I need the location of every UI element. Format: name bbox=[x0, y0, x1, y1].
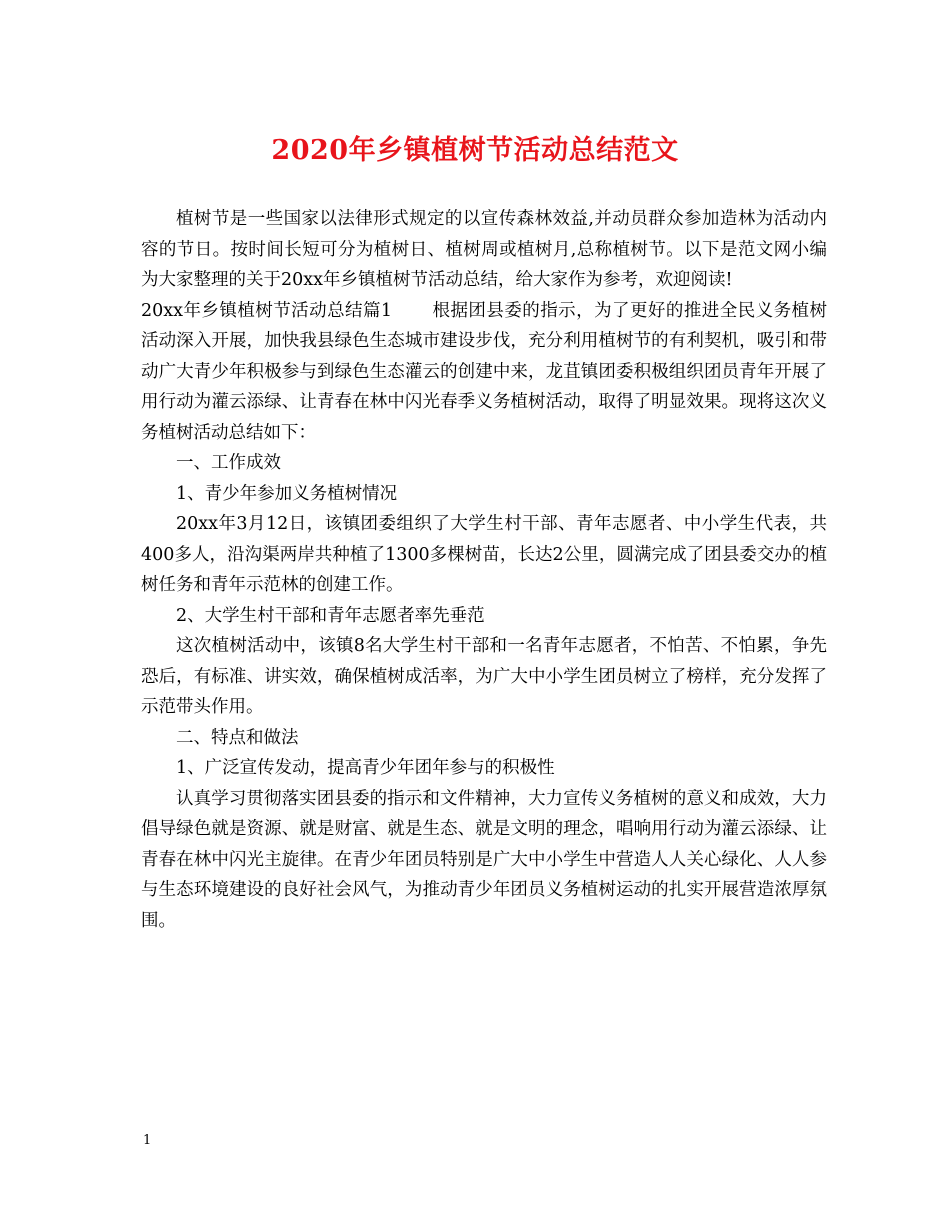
section-1-text: 根据团县委的指示，为了更好的推进全民义务植树活动深入开展，加快我县绿色生态城市建设步伐，充分利用植树节的有利契机，吸引和带动广大青少年积极参与到绿色生态灌云的创建中来，龙苴镇团委积极组织团员青年开展了用行动为灌云添绿、让青春在林中闪光春季义务植树活动，取得了明显效果。现将这次义务植树活动总结如下： bbox=[141, 300, 827, 443]
subheading-publicity: 1、广泛宣传发动，提高青少年团年参与的积极性 bbox=[176, 758, 555, 778]
heading-work-results: 一、工作成效 bbox=[176, 453, 281, 473]
subheading-youth-planting: 1、青少年参加义务植树情况 bbox=[176, 483, 398, 504]
heading-features-methods: 二、特点和做法 bbox=[176, 727, 299, 748]
document-title: 2020年乡镇植树节活动总结范文 bbox=[271, 135, 679, 166]
page-number: 1 bbox=[143, 1133, 152, 1148]
section-1-paragraph bbox=[141, 296, 827, 449]
paragraph-village-cadres: 这次植树活动中，该镇8名大学生村干部和一名青年志愿者，不怕苦、不怕累，争先恐后，有标准、讲实效，确保植树成活率，为广大中小学生团员树立了榜样，充分发挥了示范带头作用。 bbox=[141, 636, 827, 717]
paragraph-youth-planting: 20xx年3月12日，该镇团委组织了大学生村干部、青年志愿者、中小学生代表，共400多人，沿沟渠两岸共种植了1300多棵树苗，长达2公里，圆满完成了团县委交办的植树任务和青年示范林的创建工作。 bbox=[141, 514, 827, 595]
subheading-village-cadres: 2、大学生村干部和青年志愿者率先垂范 bbox=[176, 605, 485, 626]
document-body bbox=[141, 204, 827, 936]
section-1-heading: 20xx年乡镇植树节活动总结篇1 bbox=[141, 300, 393, 321]
paragraph-publicity: 认真学习贯彻落实团县委的指示和文件精神，大力宣传义务植树的意义和成效，大力倡导绿色就是资源、就是财富、就是生态、就是文明的理念，唱响用行动为灌云添绿、让青春在林中闪光主旋律。在青少年团员特别是广大中小学生中营造人人关心绿化、人人参与生态环境建设的良好社会风气，为推动青少年团员义务植树运动的扎实开展营造浓厚氛围。 bbox=[141, 788, 827, 931]
intro-paragraph: 植树节是一些国家以法律形式规定的以宣传森林效益,并动员群众参加造林为活动内容的节日。按时间长短可分为植树日、植树周或植树月,总称植树节。以下是范文网小编为大家整理的关于20xx年乡镇植树节活动总结，给大家作为参考，欢迎阅读! bbox=[141, 209, 827, 290]
